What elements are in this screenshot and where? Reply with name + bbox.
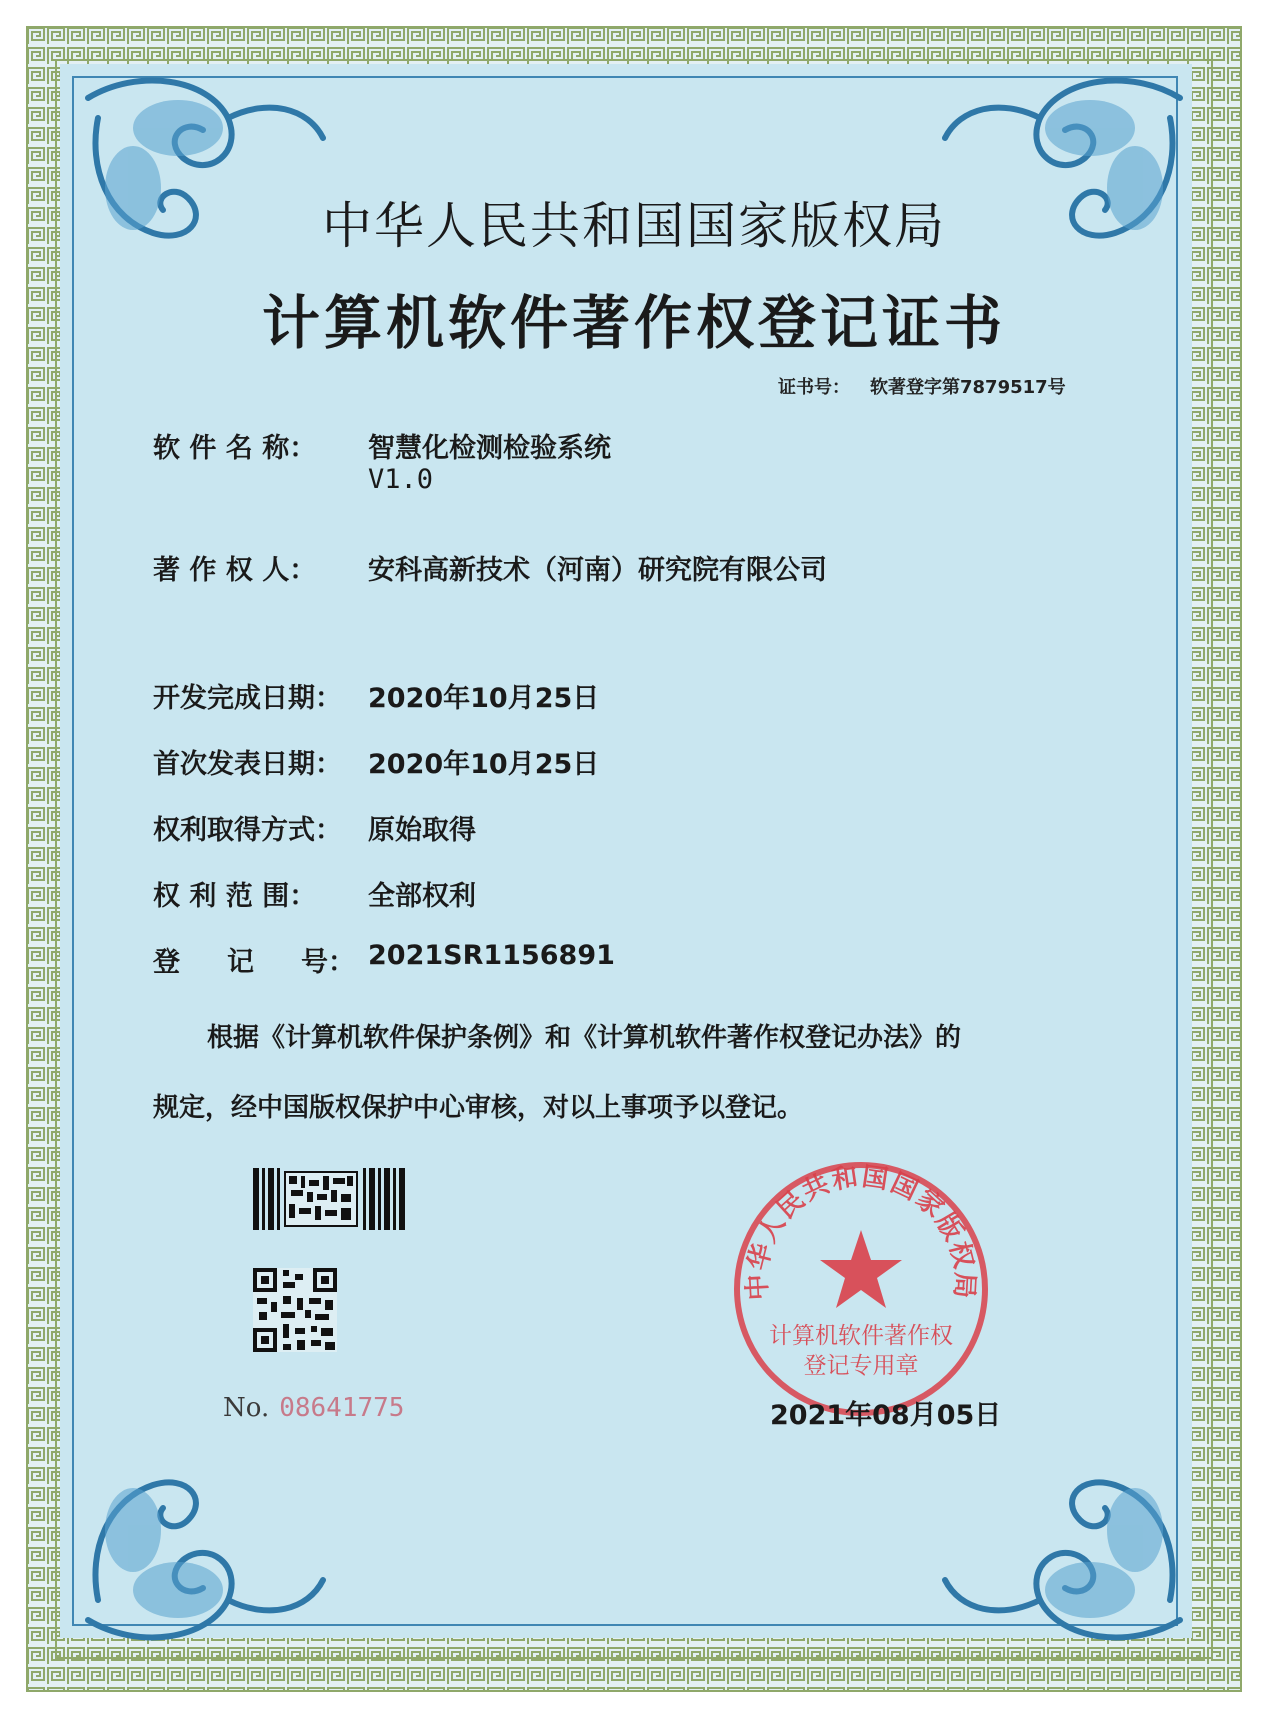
serial-number-label: No. xyxy=(223,1393,270,1423)
field-value: 智慧化检测检验系统 xyxy=(368,433,611,464)
seal-line-2: 登记专用章 xyxy=(803,1353,919,1379)
field-value-version: V1.0 xyxy=(368,464,434,495)
field-label: 首次发表日期： xyxy=(153,749,342,780)
field-label: 登 记 号： xyxy=(153,947,355,978)
field-copyright-owner xyxy=(153,548,827,587)
field-value: 安科高新技术（河南）研究院有限公司 xyxy=(368,555,827,586)
serial-number-value: 08641775 xyxy=(279,1393,405,1423)
certificate-title: 计算机软件著作权登记证书 xyxy=(261,289,1006,357)
field-rights-scope xyxy=(153,874,476,913)
field-value: 2020年10月25日 xyxy=(368,749,600,780)
seal-ring-text: 中华人民共和国国家版权局 xyxy=(742,1161,980,1301)
certificate-number xyxy=(778,373,1066,399)
field-development-date xyxy=(153,676,600,715)
official-seal xyxy=(730,1158,992,1420)
field-value: 2020年10月25日 xyxy=(368,683,600,714)
field-label: 权 利 范 围： xyxy=(153,881,317,912)
field-registration-number xyxy=(153,940,615,979)
issuing-agency: 中华人民共和国国家版权局 xyxy=(322,197,946,255)
field-label: 著 作 权 人： xyxy=(153,555,317,586)
legal-statement-line-1: 根据《计算机软件保护条例》和《计算机软件著作权登记办法》的 xyxy=(207,1023,962,1053)
barcode xyxy=(253,1168,413,1230)
field-label: 权利取得方式： xyxy=(153,815,342,846)
field-label: 开发完成日期： xyxy=(153,683,342,714)
legal-statement xyxy=(153,1003,1133,1143)
field-value: 2021SR1156891 xyxy=(368,940,615,971)
qr-code xyxy=(253,1268,337,1352)
seal-star-icon xyxy=(820,1230,902,1308)
serial-number xyxy=(223,1393,404,1423)
corner-ornament-bottom-right xyxy=(930,1460,1210,1660)
field-software-name xyxy=(153,426,611,495)
field-value: 原始取得 xyxy=(368,815,476,846)
field-label: 软 件 名 称： xyxy=(153,433,317,464)
corner-ornament-bottom-left xyxy=(58,1460,338,1660)
issue-date: 2021年08月05日 xyxy=(770,1400,1002,1431)
field-value: 全部权利 xyxy=(368,881,476,912)
field-acquisition-method xyxy=(153,808,476,847)
seal-line-1: 计算机软件著作权 xyxy=(769,1323,953,1349)
legal-statement-line-2: 规定，经中国版权保护中心审核，对以上事项予以登记。 xyxy=(153,1093,804,1123)
certificate-sheet xyxy=(18,18,1250,1700)
certificate-number-value: 软著登字第7879517号 xyxy=(870,377,1066,398)
certificate-number-label: 证书号： xyxy=(778,377,850,398)
field-first-publication-date xyxy=(153,742,600,781)
